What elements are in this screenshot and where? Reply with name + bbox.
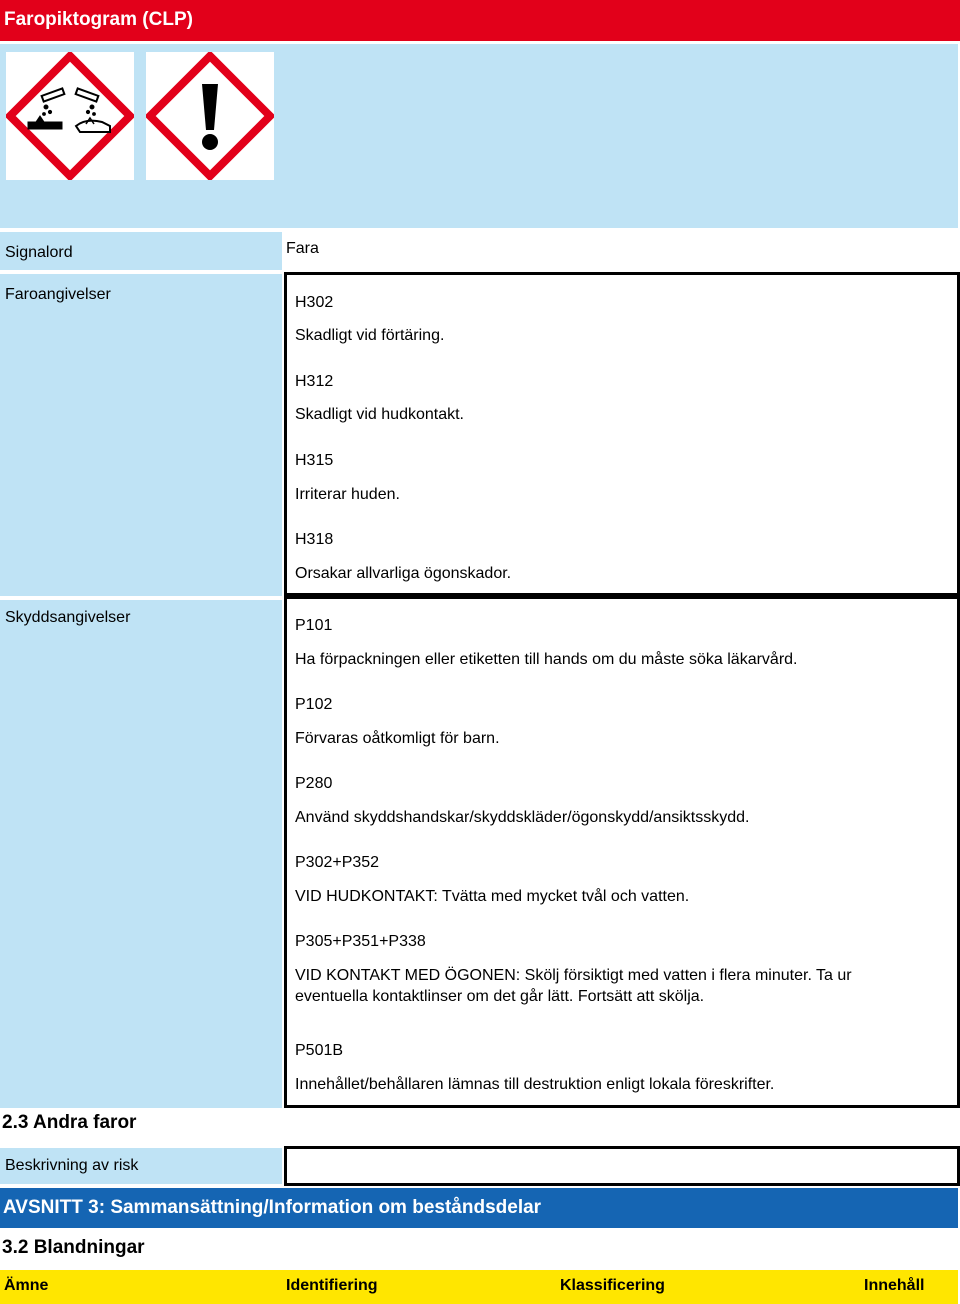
precaution-code: P280: [295, 775, 333, 792]
precautionary-statements-label-cell: [0, 600, 282, 1108]
precaution-text: Ha förpackningen eller etiketten till hands om du måste söka läkarvård.: [295, 651, 798, 668]
mixtures-table-header: [0, 1270, 958, 1304]
hazard-statements-label-cell: [0, 274, 282, 596]
signal-word-label: Signalord: [5, 244, 73, 261]
precaution-text: eventuella kontaktlinser om det går lätt. Fortsätt att skölja.: [295, 988, 705, 1005]
column-content: Innehåll: [864, 1277, 925, 1294]
risk-description-label: Beskrivning av risk: [5, 1157, 139, 1174]
other-hazards-title: 2.3 Andra faror: [2, 1112, 137, 1133]
precaution-code: P501B: [295, 1042, 344, 1059]
pictogram-header: [0, 0, 960, 43]
hazard-text: Skadligt vid förtäring.: [295, 327, 445, 344]
hazard-statements-label: Faroangivelser: [5, 286, 111, 303]
section3-title: AVSNITT 3: Sammansättning/Information om beståndsdelar: [3, 1197, 542, 1218]
pictogram-area: [0, 44, 958, 228]
hazard-text: Irriterar huden.: [295, 486, 400, 503]
hazard-code: H318: [295, 531, 334, 548]
precautionary-statements-label: Skyddsangivelser: [5, 609, 131, 626]
column-substance: Ämne: [4, 1277, 49, 1294]
precaution-text: Förvaras oåtkomligt för barn.: [295, 730, 500, 747]
section3-header: [0, 1188, 958, 1228]
pictogram-header-title: Faropiktogram (CLP): [4, 9, 193, 30]
exclamation-pictogram-icon: [146, 52, 274, 180]
precaution-text: VID KONTAKT MED ÖGONEN: Skölj försiktigt med vatten i flera minuter. Ta ur: [295, 967, 852, 984]
precaution-code: P305+P351+P338: [295, 933, 426, 950]
precaution-text: Använd skyddshandskar/skyddskläder/ögonskydd/ansiktsskydd.: [295, 809, 750, 826]
mixtures-title: 3.2 Blandningar: [2, 1237, 145, 1258]
hazard-code: H312: [295, 373, 334, 390]
precaution-code: P302+P352: [295, 854, 380, 871]
hazard-code: H315: [295, 452, 334, 469]
risk-description-box: [284, 1146, 960, 1186]
risk-description-label-cell: [0, 1148, 282, 1184]
precaution-text: Innehållet/behållaren lämnas till destruktion enligt lokala föreskrifter.: [295, 1076, 775, 1093]
signal-word-label-cell: [0, 232, 282, 270]
precaution-code: P101: [295, 617, 333, 634]
column-classification: Klassificering: [560, 1277, 665, 1294]
column-identification: Identifiering: [286, 1277, 378, 1294]
hazard-text: Skadligt vid hudkontakt.: [295, 406, 464, 423]
precaution-code: P102: [295, 696, 333, 713]
corrosion-pictogram-icon: [6, 52, 134, 180]
precautionary-statements-box: [284, 596, 960, 1108]
hazard-statements-box: [284, 272, 960, 596]
signal-word-value: Fara: [286, 240, 319, 257]
hazard-code: H302: [295, 294, 334, 311]
precaution-text: VID HUDKONTAKT: Tvätta med mycket tvål och vatten.: [295, 888, 690, 905]
hazard-text: Orsakar allvarliga ögonskador.: [295, 565, 512, 582]
